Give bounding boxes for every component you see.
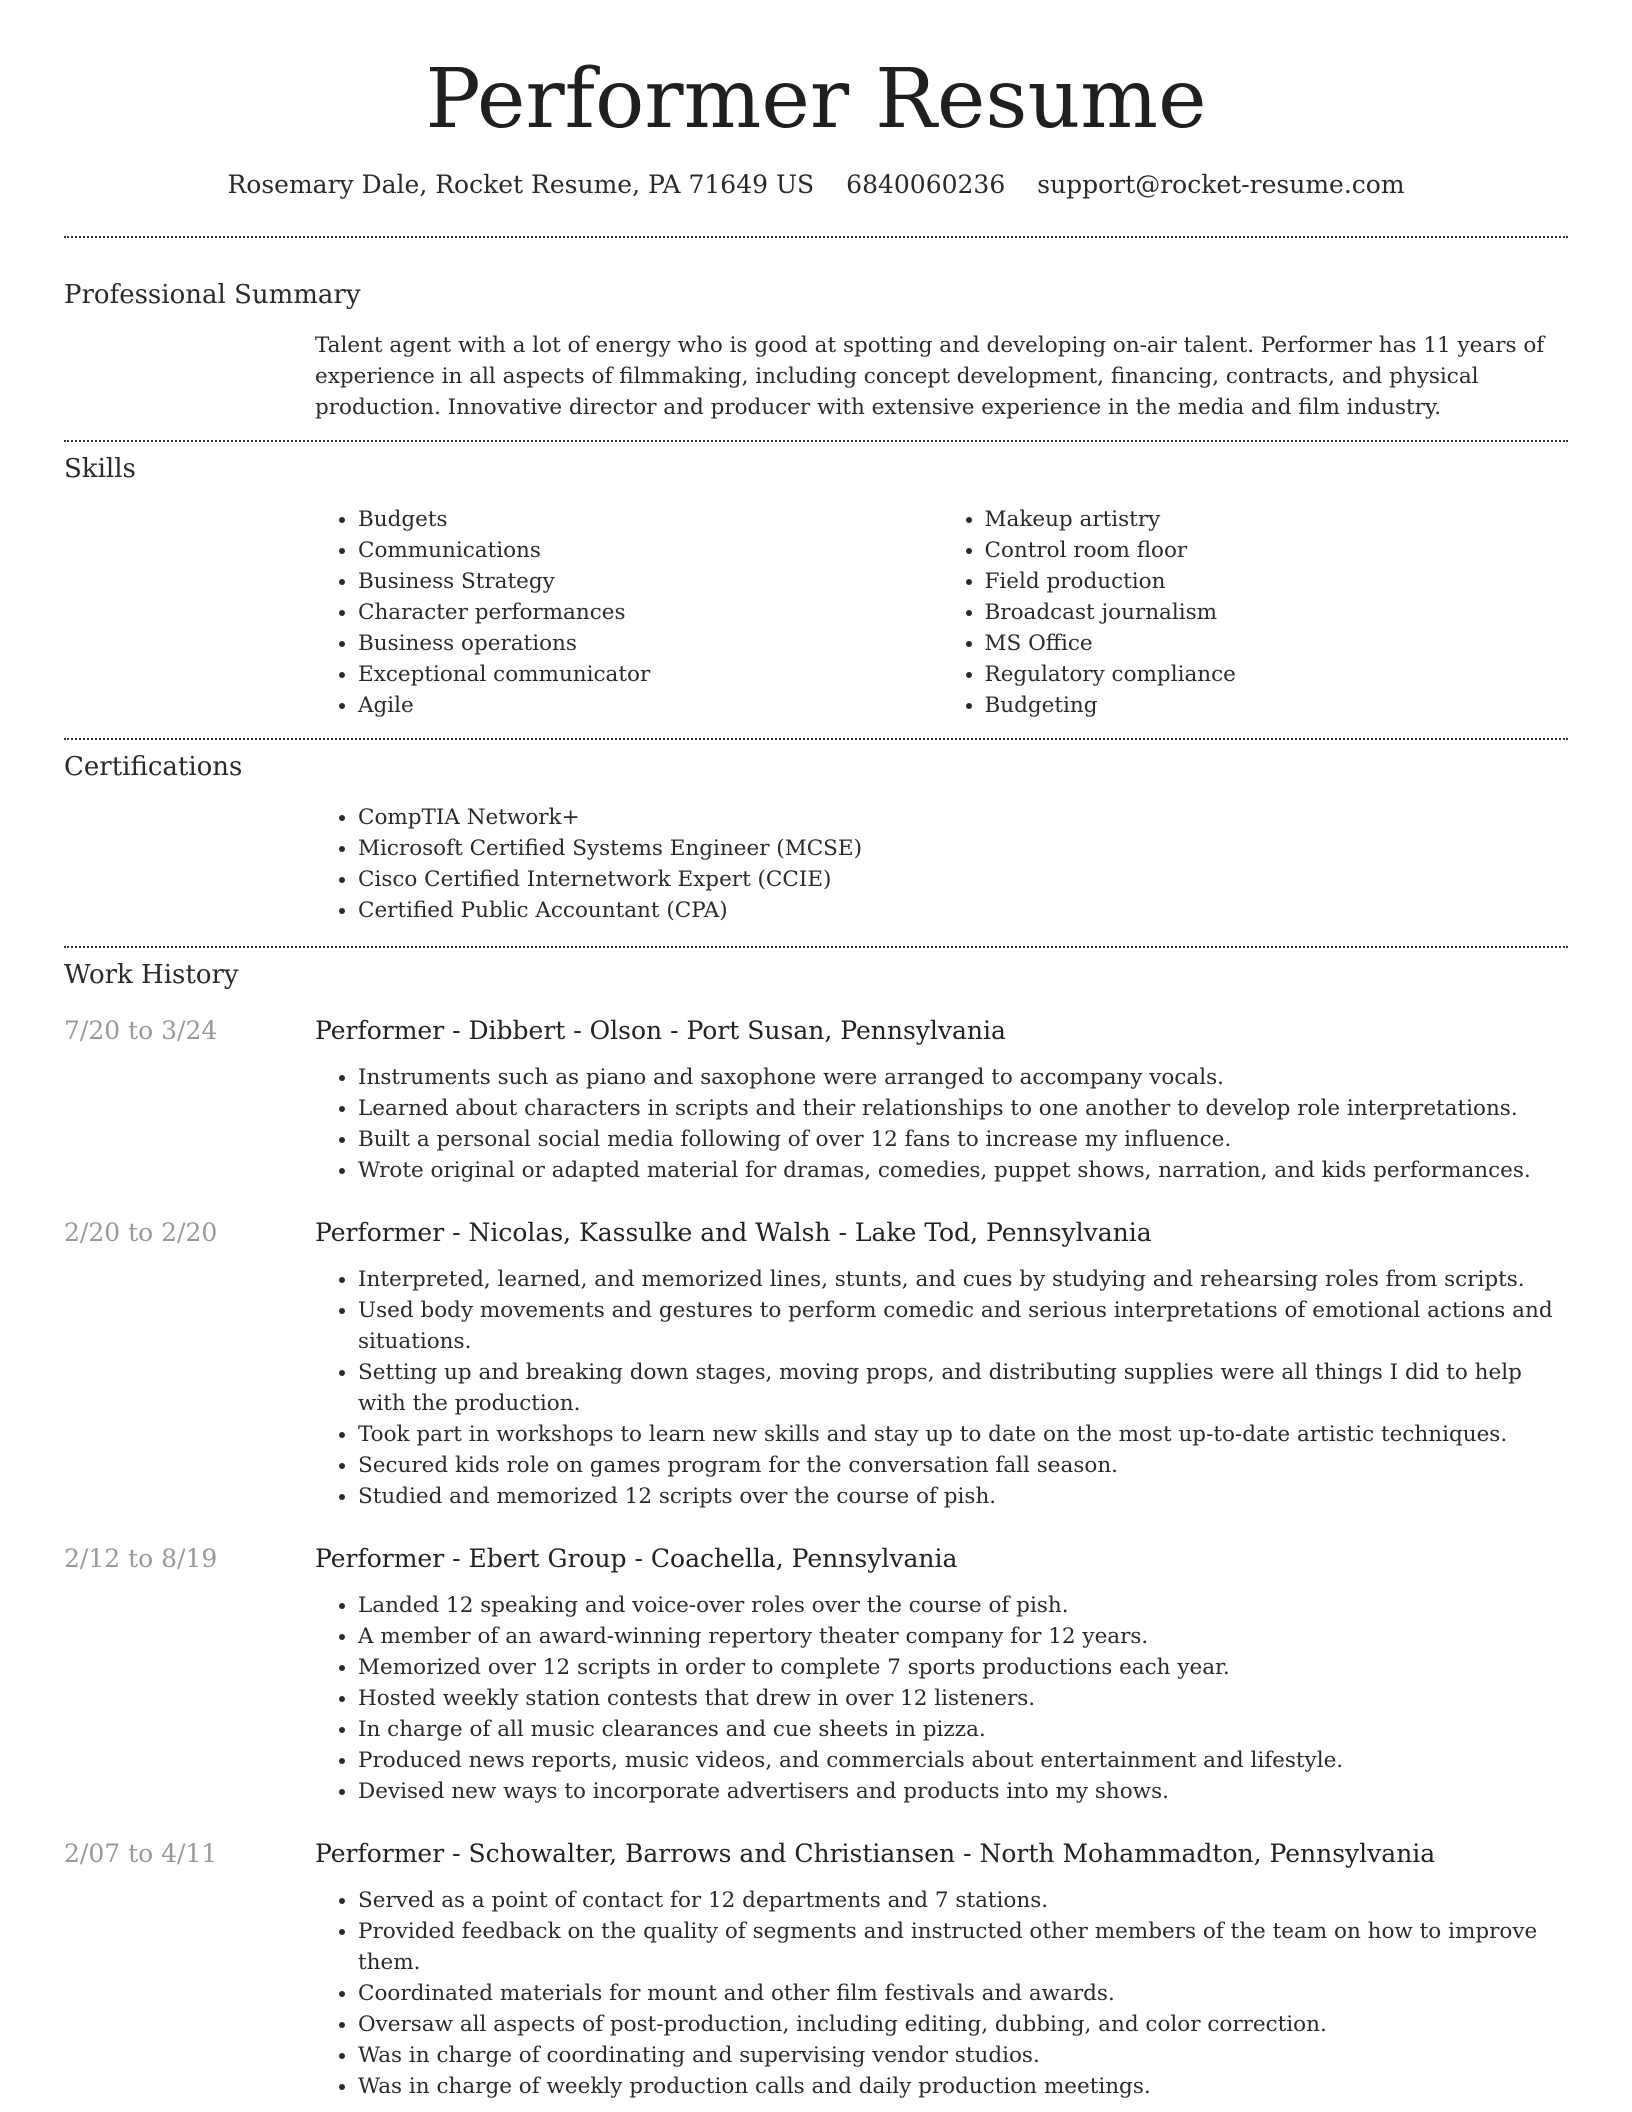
job-bullet: • Provided feedback on the quality of segments and instructed other members of the team on how to improve them. [358, 1916, 1568, 1978]
job-bullet: • Learned about characters in scripts and their relationships to one another to develop role interpretations. [358, 1093, 1568, 1124]
contact-address: Rosemary Dale, Rocket Resume, PA 71649 US [227, 170, 815, 199]
job-bullet: • Used body movements and gestures to perform comedic and serious interpretations of emotional actions and situations. [358, 1295, 1568, 1357]
job-entry [64, 1837, 1568, 2102]
skill-item: • Regulatory compliance [985, 659, 1569, 690]
job-bullets [315, 1590, 1568, 1807]
certifications-section [64, 750, 1568, 926]
job-bullet: • Took part in workshops to learn new skills and stay up to date on the most up-to-date artistic techniques. [358, 1419, 1568, 1450]
job-dates: 2/12 to 8/19 [64, 1544, 218, 1573]
skill-item: • MS Office [985, 628, 1569, 659]
job-bullets [315, 1885, 1568, 2102]
job-bullet: • Produced news reports, music videos, and commercials about entertainment and lifestyle. [358, 1745, 1568, 1776]
job-bullet: • Built a personal social media following of over 12 fans to increase my influence. [358, 1124, 1568, 1155]
job-bullet: • A member of an award-winning repertory theater company for 12 years. [358, 1621, 1568, 1652]
skill-item: • Budgets [358, 504, 942, 535]
job-dates: 2/20 to 2/20 [64, 1218, 218, 1247]
skill-item: • Agile [358, 690, 942, 721]
job-bullet: • In charge of all music clearances and cue sheets in pizza. [358, 1714, 1568, 1745]
job-bullet: • Instruments such as piano and saxophone were arranged to accompany vocals. [358, 1062, 1568, 1093]
work-heading: Work History [64, 960, 239, 990]
job-bullet: • Devised new ways to incorporate advertisers and products into my shows. [358, 1776, 1568, 1807]
skill-item: • Control room floor [985, 535, 1569, 566]
job-dates: 7/20 to 3/24 [64, 1016, 218, 1045]
job-bullet: • Wrote original or adapted material for dramas, comedies, puppet shows, narration, and kids performances. [358, 1155, 1568, 1186]
resume-page [64, 0, 1568, 2102]
skill-item: • Communications [358, 535, 942, 566]
job-bullet: • Oversaw all aspects of post-production, including editing, dubbing, and color correction. [358, 2009, 1568, 2040]
job-title: Performer - Schowalter, Barrows and Christiansen - North Mohammadton, Pennsylvania [315, 1839, 1436, 1868]
job-title: Performer - Ebert Group - Coachella, Pennsylvania [315, 1544, 958, 1573]
job-bullet: • Secured kids role on games program for the conversation fall season. [358, 1450, 1568, 1481]
certifications-heading: Certifications [64, 752, 243, 782]
job-title: Performer - Dibbert - Olson - Port Susan, Pennsylvania [315, 1016, 1006, 1045]
job-bullet: • Served as a point of contact for 12 departments and 7 stations. [358, 1885, 1568, 1916]
job-title: Performer - Nicolas, Kassulke and Walsh - Lake Tod, Pennsylvania [315, 1218, 1152, 1247]
page-title: Performer Resume [425, 52, 1207, 147]
certification-item: • CompTIA Network+ [358, 802, 1568, 833]
certification-item: • Microsoft Certified Systems Engineer (MCSE) [358, 833, 1568, 864]
skill-item: • Business Strategy [358, 566, 942, 597]
job-bullet: • Setting up and breaking down stages, moving props, and distributing supplies were all things I did to help with the production. [358, 1357, 1568, 1419]
section-divider [64, 440, 1568, 442]
job-bullets [315, 1062, 1568, 1186]
skill-item: • Business operations [358, 628, 942, 659]
skills-list-left [315, 504, 942, 721]
certification-item: • Cisco Certified Internetwork Expert (CCIE) [358, 864, 1568, 895]
job-bullet: • Coordinated materials for mount and other film festivals and awards. [358, 1978, 1568, 2009]
summary-text: Talent agent with a lot of energy who is good at spotting and developing on-air talent. Performer has 11 years of experience in all aspects of filmmaking, including concept development, financing, contracts, and physical production. Innovative director and producer with extensive experience in the media and film industry. [315, 333, 1545, 420]
job-bullet: • Interpreted, learned, and memorized lines, stunts, and cues by studying and rehearsing roles from scripts. [358, 1264, 1568, 1295]
contact-phone: 6840060236 [846, 170, 1006, 199]
contact-line [64, 168, 1568, 202]
skills-list-right [942, 504, 1569, 721]
section-divider [64, 236, 1568, 238]
job-entry [64, 1014, 1568, 1186]
skills-section [64, 452, 1568, 721]
skill-item: • Field production [985, 566, 1569, 597]
certification-item: • Certified Public Accountant (CPA) [358, 895, 1568, 926]
section-divider [64, 738, 1568, 740]
skills-heading: Skills [64, 454, 136, 484]
job-bullets [315, 1264, 1568, 1512]
job-entry [64, 1542, 1568, 1807]
job-bullet: • Was in charge of coordinating and supervising vendor studios. [358, 2040, 1568, 2071]
work-section [64, 958, 1568, 2102]
skill-item: • Character performances [358, 597, 942, 628]
job-bullet: • Hosted weekly station contests that drew in over 12 listeners. [358, 1683, 1568, 1714]
certifications-list [315, 802, 1568, 926]
skill-item: • Broadcast journalism [985, 597, 1569, 628]
job-bullet: • Memorized over 12 scripts in order to complete 7 sports productions each year. [358, 1652, 1568, 1683]
job-entry [64, 1216, 1568, 1512]
summary-section [64, 278, 1568, 423]
skill-item: • Exceptional communicator [358, 659, 942, 690]
summary-heading: Professional Summary [64, 280, 361, 310]
skill-item: • Budgeting [985, 690, 1569, 721]
job-bullet: • Was in charge of weekly production calls and daily production meetings. [358, 2071, 1568, 2102]
job-bullet: • Studied and memorized 12 scripts over the course of pish. [358, 1481, 1568, 1512]
contact-email: support@rocket-resume.com [1037, 170, 1405, 199]
skill-item: • Makeup artistry [985, 504, 1569, 535]
job-bullet: • Landed 12 speaking and voice-over roles over the course of pish. [358, 1590, 1568, 1621]
section-divider [64, 946, 1568, 948]
job-dates: 2/07 to 4/11 [64, 1839, 218, 1868]
